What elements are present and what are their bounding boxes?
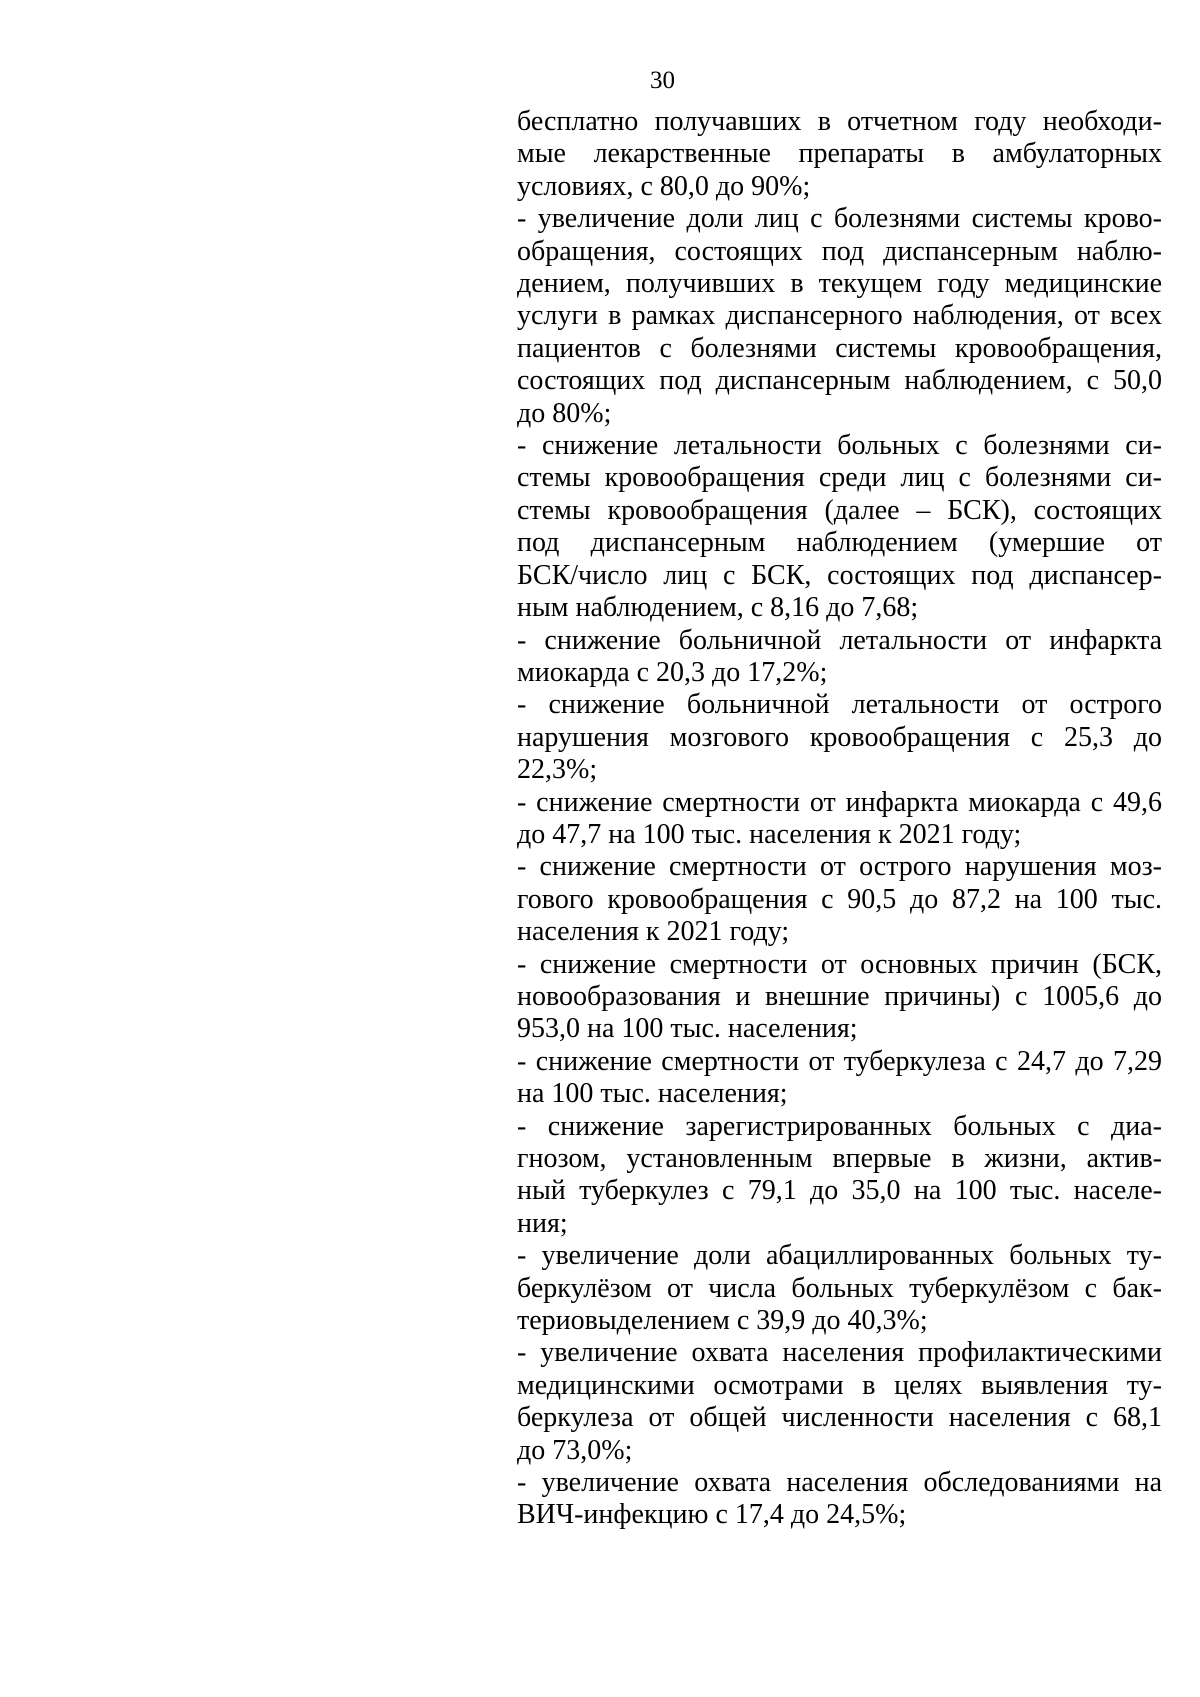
text-line: мые лекарственные препараты в амбулаторных (517, 138, 1162, 170)
text-line: - снижение больничной летальности от острого (517, 689, 1162, 721)
text-line: до 73,0%; (517, 1434, 633, 1466)
text-line: стемы кровообращения (далее – БСК), состоящих (517, 494, 1162, 526)
text-line: беркулеза от общей численности населения с 68,1 (517, 1402, 1162, 1434)
text-line: ния; (517, 1207, 568, 1239)
text-line: нарушения мозгового кровообращения с 25,3 до (517, 721, 1162, 753)
text-line: ный туберкулез с 79,1 до 35,0 на 100 тыс. населе- (517, 1175, 1162, 1207)
text-line: новообразования и внешние причины) с 1005,6 до (517, 980, 1162, 1012)
text-line: условиях, с 80,0 до 90%; (517, 170, 811, 202)
text-line: ВИЧ-инфекцию с 17,4 до 24,5%; (517, 1499, 907, 1531)
text-line: - снижение смертности от острого нарушения моз- (517, 851, 1162, 883)
text-line: - увеличение охвата населения обследованиями на (517, 1467, 1162, 1499)
text-line: беркулёзом от числа больных туберкулёзом с бак- (517, 1272, 1162, 1304)
list-item (517, 787, 1162, 852)
text-line: медицинскими осмотрами в целях выявления ту- (517, 1369, 1162, 1401)
text-line: населения к 2021 году; (517, 916, 790, 948)
text-line: обращения, состоящих под диспансерным наблю- (517, 235, 1162, 267)
list-item (517, 1337, 1162, 1467)
text-line: бесплатно получавших в отчетном году необходи- (517, 106, 1162, 137)
text-line: на 100 тыс. населения; (517, 1078, 788, 1110)
list-item (517, 430, 1162, 624)
paragraph-continuation (517, 106, 1162, 203)
text-line: - снижение смертности от туберкулеза с 24,7 до 7,29 (517, 1045, 1162, 1077)
text-line: - снижение больничной летальности от инфаркта (517, 624, 1162, 656)
text-line: до 80%; (517, 397, 612, 429)
text-line: - увеличение доли абациллированных больных ту- (517, 1240, 1162, 1272)
text-line: ным наблюдением, с 8,16 до 7,68; (517, 592, 919, 624)
list-item (517, 1046, 1162, 1111)
text-line: услуги в рамках диспансерного наблюдения, от всех (517, 300, 1162, 332)
list-item (517, 1467, 1162, 1532)
list-item (517, 625, 1162, 690)
text-line: - снижение зарегистрированных больных с диа- (517, 1110, 1162, 1142)
list-item (517, 1240, 1162, 1337)
text-line: пациентов с болезнями системы кровообращения, (517, 332, 1162, 364)
text-line: - снижение смертности от инфаркта миокарда с 49,6 (517, 786, 1162, 818)
text-line: под диспансерным наблюдением (умершие от (517, 527, 1162, 559)
list-item (517, 1111, 1162, 1241)
page-number: 30 (650, 67, 675, 94)
text-line: - увеличение охвата населения профилактическими (517, 1337, 1162, 1369)
text-line: до 47,7 на 100 тыс. населения к 2021 году; (517, 818, 1022, 850)
text-line: гового кровообращения с 90,5 до 87,2 на 100 тыс. (517, 883, 1162, 915)
text-line: БСК/число лиц с БСК, состоящих под диспансер- (517, 559, 1162, 591)
list-item (517, 203, 1162, 430)
text-line: стемы кровообращения среди лиц с болезнями си- (517, 462, 1162, 494)
text-line: гнозом, установленным впервые в жизни, актив- (517, 1143, 1162, 1174)
list-item (517, 689, 1162, 786)
text-line: дением, получивших в текущем году медицинские (517, 268, 1162, 300)
text-line: - снижение летальности больных с болезнями си- (517, 430, 1162, 462)
text-line: 22,3%; (517, 754, 598, 786)
text-line: териовыделением с 39,9 до 40,3%; (517, 1305, 928, 1337)
text-line: - снижение смертности от основных причин (БСК, (517, 948, 1162, 980)
list-item (517, 949, 1162, 1046)
list-item (517, 851, 1162, 948)
text-line: 953,0 на 100 тыс. населения; (517, 1013, 858, 1045)
text-line: состоящих под диспансерным наблюдением, с 50,0 (517, 365, 1162, 397)
text-line: - увеличение доли лиц с болезнями системы крово- (517, 203, 1162, 235)
body-text (517, 106, 1162, 1532)
text-line: миокарда с 20,3 до 17,2%; (517, 656, 828, 688)
